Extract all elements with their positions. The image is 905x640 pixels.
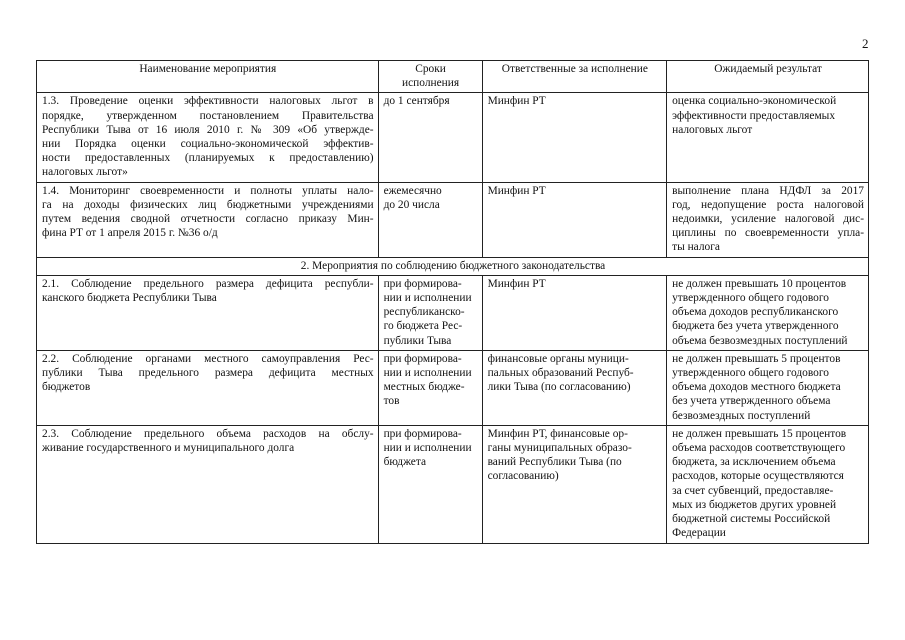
cell-responsible (482, 93, 667, 182)
cell-name (37, 275, 379, 350)
table-header-row (37, 61, 869, 93)
cell-name (37, 182, 379, 257)
cell-line: утвержденного общего годового (672, 367, 829, 380)
cell-line: республиканско- (383, 306, 465, 319)
cell-line: нии и исполнении (383, 442, 472, 455)
cell-line: Республики Тыва от 16 июля 2010 г. № 309 «Об утвержде- (42, 123, 374, 136)
cell-line: объема доходов республиканского (672, 306, 839, 319)
cell-line: порядке, утвержденном постановлением Правительства (42, 109, 374, 122)
cell-line: ности предоставленных (планируемых к предоставлению) (42, 152, 374, 165)
cell-line: налоговых льгот (672, 123, 753, 136)
cell-line: 1.4. Мониторинг своевременности и полноты уплаты нало- (42, 184, 374, 197)
cell-line: пальных образований Респуб- (487, 367, 634, 380)
section-title: 2. Мероприятия по соблюдению бюджетного законодательства (37, 257, 869, 275)
cell-line: недоимки, усиление налоговой дис- (672, 213, 864, 226)
cell-line: нии и исполнении (383, 292, 472, 305)
cell-line: Федерации (672, 527, 726, 540)
cell-line: бюджета (383, 456, 427, 469)
cell-line: эффективности предоставляемых (672, 109, 836, 122)
cell-line: мых из бюджетов других уровней (672, 498, 837, 511)
header-result: Ожидаемый результат (667, 61, 869, 93)
cell-line: нии Порядка оценки социально-экономической эффектив- (42, 138, 374, 151)
page-number: 2 (862, 36, 869, 51)
header-deadline-line1: Сроки (415, 63, 446, 75)
cell-line: бюджета без учета утвержденного (672, 320, 839, 333)
cell-line: Минфин РТ (487, 95, 546, 108)
cell-deadline (378, 425, 482, 543)
cell-responsible (482, 350, 667, 425)
cell-line: до 1 сентября (383, 95, 450, 108)
cell-deadline (378, 350, 482, 425)
cell-line: выполнение плана НДФЛ за 2017 (672, 184, 864, 197)
cell-result (667, 182, 869, 257)
cell-line: Минфин РТ, финансовые ор- (487, 427, 628, 440)
cell-line: ваний Республики Тыва (по (487, 456, 622, 469)
cell-line: нии и исполнении (383, 367, 472, 380)
cell-line: без учета утвержденного объема (672, 395, 831, 408)
cell-line: согласованию) (487, 470, 559, 483)
cell-line: бюджетов (42, 381, 91, 394)
cell-line: публики Тыва (383, 334, 452, 347)
cell-line: 1.3. Проведение оценки эффективности налоговых льгот в (42, 95, 374, 108)
cell-result (667, 93, 869, 182)
cell-line: налоговых льгот» (42, 166, 128, 179)
cell-line: объема безвозмездных поступлений (672, 334, 848, 347)
cell-line: бюджета, за исключением объема (672, 456, 836, 469)
cell-result (667, 350, 869, 425)
table-row (37, 425, 869, 543)
cell-name (37, 425, 379, 543)
cell-line: циплины по своевременности упла- (672, 227, 864, 240)
cell-line: при формирова- (383, 427, 462, 440)
section-row (37, 257, 869, 275)
cell-line: 2.3. Соблюдение предельного объема расходов на обслу- (42, 427, 374, 440)
table-row (37, 350, 869, 425)
cell-line: не должен превышать 5 процентов (672, 352, 841, 365)
cell-line: бюджетной системы Российской (672, 513, 831, 526)
table-row (37, 93, 869, 182)
header-deadline-line2: исполнения (402, 77, 460, 90)
cell-responsible (482, 275, 667, 350)
header-responsible: Ответственные за исполнение (482, 61, 667, 93)
table-row (37, 182, 869, 257)
cell-line: объема расходов соответствующего (672, 442, 846, 455)
cell-line: фина РТ от 1 апреля 2015 г. №36 о/д (42, 227, 218, 240)
cell-result (667, 275, 869, 350)
cell-line: путем ведения сводной отчетности согласно приказу Мин- (42, 213, 374, 226)
cell-line: год, недопущение роста налоговой (672, 198, 864, 211)
cell-line: Минфин РТ (487, 184, 546, 197)
cell-line: при формирова- (383, 277, 462, 290)
cell-line: живание государственного и муниципального долга (42, 442, 295, 455)
cell-line: 2.1. Соблюдение предельного размера дефицита республи- (42, 277, 374, 290)
cell-line: финансовые органы муници- (487, 352, 629, 365)
cell-line: ежемесячно (383, 184, 442, 197)
header-name: Наименование мероприятия (37, 61, 379, 93)
cell-line: ты налога (672, 241, 720, 254)
cell-responsible (482, 182, 667, 257)
cell-result (667, 425, 869, 543)
cell-line: тов (383, 395, 400, 408)
cell-line: до 20 числа (383, 198, 440, 211)
cell-line: лики Тыва (по согласованию) (487, 381, 631, 394)
cell-responsible (482, 425, 667, 543)
cell-line: не должен превышать 15 процентов (672, 427, 847, 440)
cell-line: расходов, которые осуществляются (672, 470, 844, 483)
cell-deadline (378, 275, 482, 350)
cell-line: 2.2. Соблюдение органами местного самоуправления Рес- (42, 352, 374, 365)
cell-deadline (378, 93, 482, 182)
cell-name (37, 350, 379, 425)
cell-line: за счет субвенций, предоставляе- (672, 484, 834, 497)
cell-line: местных бюдже- (383, 381, 465, 394)
cell-line: ганы муниципальных образо- (487, 442, 632, 455)
cell-line: при формирова- (383, 352, 462, 365)
cell-line: Минфин РТ (487, 277, 546, 290)
cell-line: оценка социально-экономической (672, 95, 837, 108)
cell-line: го бюджета Рес- (383, 320, 463, 333)
cell-line: не должен превышать 10 процентов (672, 277, 847, 290)
table-row (37, 275, 869, 350)
cell-line: объема доходов местного бюджета (672, 381, 841, 394)
cell-name (37, 93, 379, 182)
cell-line: публики Тыва предельного размера дефицита местных (42, 367, 374, 380)
cell-line: канского бюджета Республики Тыва (42, 292, 217, 305)
measures-table (36, 60, 869, 544)
cell-line: утвержденного общего годового (672, 292, 829, 305)
cell-line: га на доходы физических лиц бюджетными учреждениями (42, 198, 374, 211)
cell-line: безвозмездных поступлений (672, 409, 811, 422)
header-deadline (378, 61, 482, 93)
cell-deadline (378, 182, 482, 257)
